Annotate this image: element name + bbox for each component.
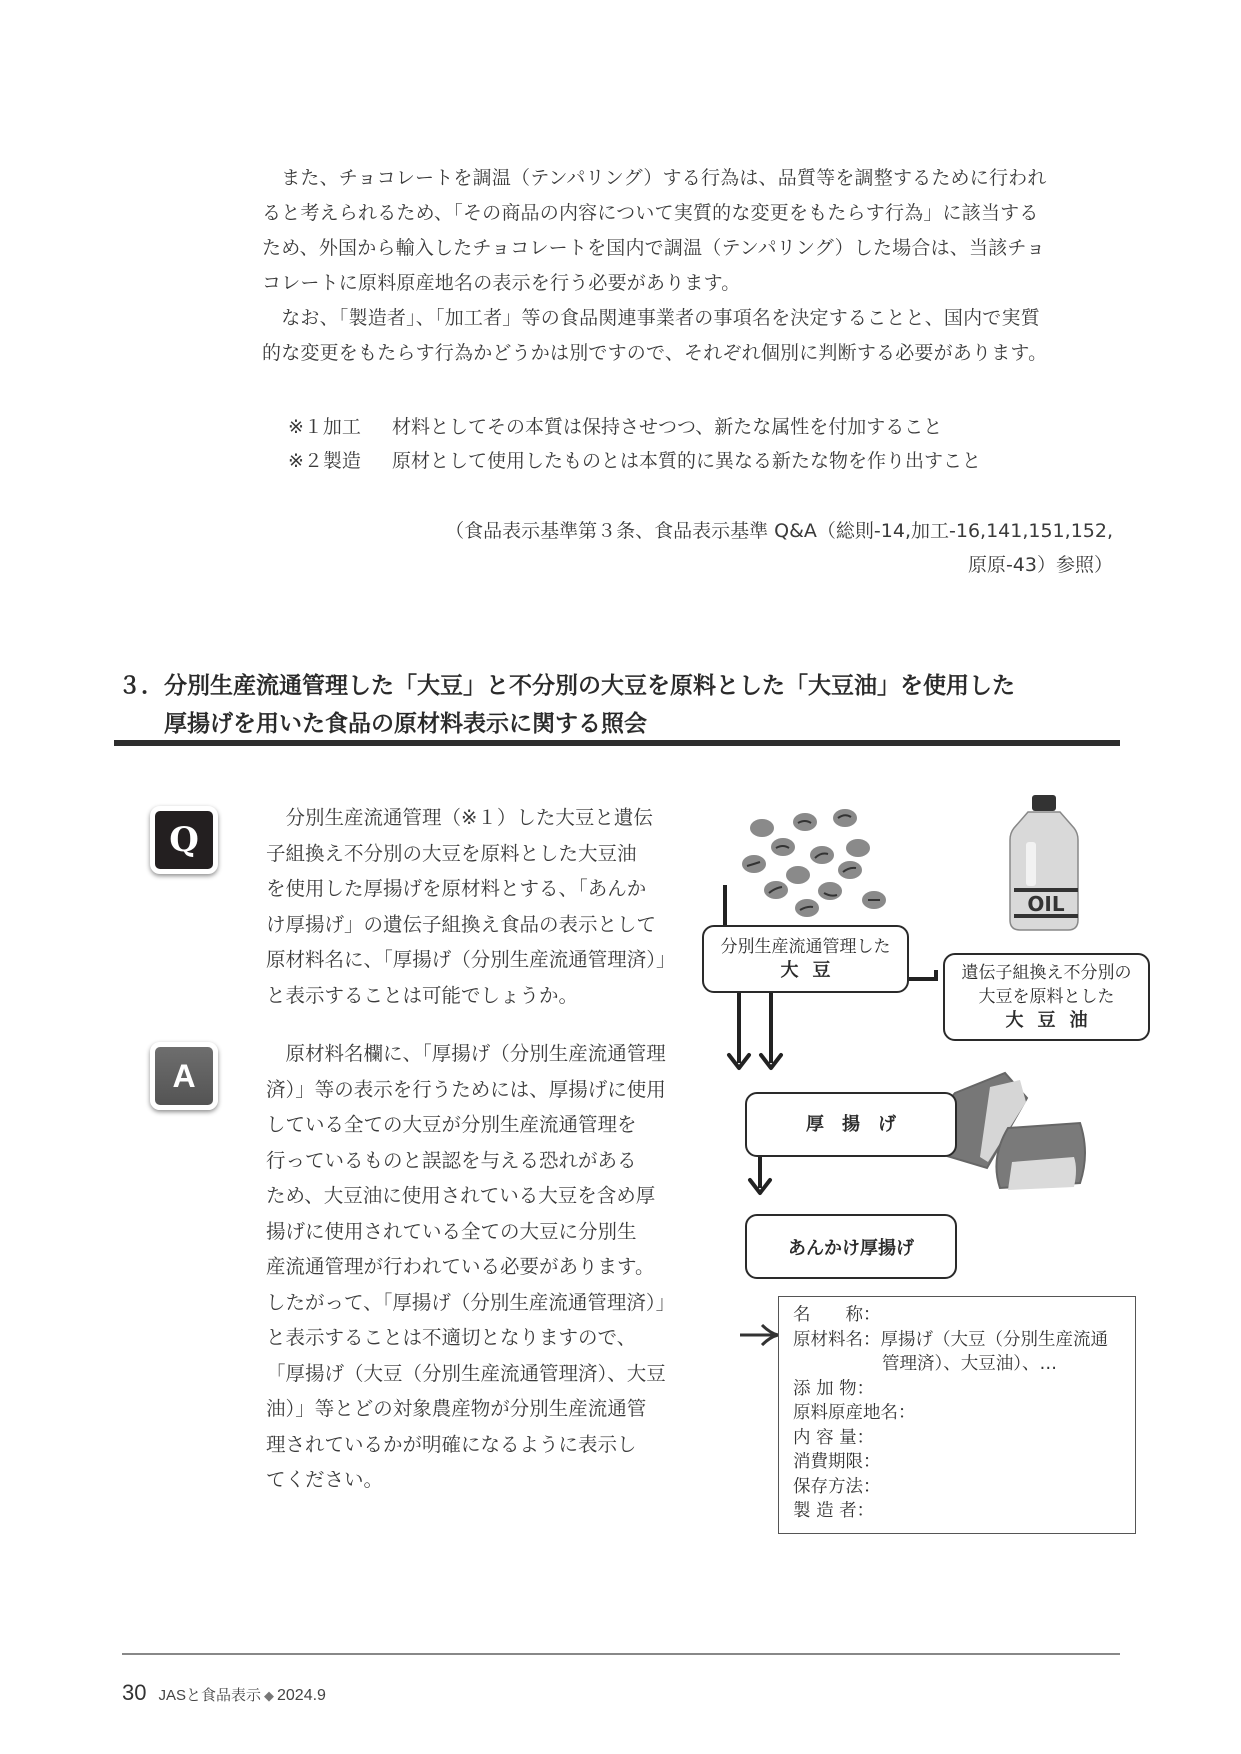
- soybean-oil-box-caption-2: 大豆を原料とした: [978, 987, 1115, 1007]
- label-row: [793, 1450, 1135, 1475]
- soybean-box: [702, 925, 909, 993]
- text-line: また、チョコレートを調温（テンパリング）する行為は、品質等を調整するために行われ: [262, 167, 1047, 189]
- label-key: 製 造 者：: [793, 1501, 875, 1521]
- label-row: [793, 1328, 1135, 1353]
- publication-name: JASと食品表示: [158, 1687, 261, 1704]
- text-line: ため、外国から輸入したチョコレートを国内で調温（テンパリング）した場合は、当該チョ: [262, 237, 1046, 259]
- text-line: 油）」等とどの対象農産物が分別生産流通管: [266, 1397, 647, 1420]
- ankake-atsuage-box: [745, 1214, 957, 1279]
- label-row: [793, 1352, 1135, 1377]
- text-line: している全ての大豆が分別生産流通管理を: [266, 1113, 637, 1136]
- text-line: 行っているものと誤認を与える恐れがある: [266, 1148, 637, 1172]
- reference: [445, 514, 1113, 582]
- soybean-oil-box-caption-1: 遺伝子組換え不分別の: [961, 963, 1132, 983]
- reference-line: 原原-43）参照）: [967, 554, 1113, 576]
- footer-rule: [122, 1653, 1120, 1655]
- soybean-oil-box: [943, 953, 1150, 1041]
- note-mark: ※２製造: [288, 450, 361, 472]
- text-line: 分別生産流通管理（※１）した大豆と遺伝: [266, 806, 653, 829]
- label-key: 添 加 物：: [793, 1378, 875, 1399]
- note-text: 原材として使用したものとは本質的に異なる新たな物を作り出すこと: [392, 450, 982, 472]
- answer-text: [266, 1036, 675, 1498]
- ankake-atsuage-box-title: あんかけ厚揚げ: [788, 1237, 914, 1259]
- reference-line: （食品表示基準第３条、食品表示基準 Q&A（総則-14,加工-16,141,151,152,: [445, 520, 1113, 542]
- page-number: 30: [122, 1680, 147, 1705]
- note-item: [288, 410, 981, 444]
- soybean-oil-box-title: 大豆油: [1005, 1010, 1102, 1031]
- soybean-box-caption: 分別生産流通管理した: [720, 937, 891, 957]
- question-badge: [150, 806, 218, 874]
- label-value: 管理済）、大豆油）、…: [882, 1354, 1057, 1374]
- question-badge-label: Q: [169, 820, 199, 860]
- label-row: [793, 1377, 1135, 1402]
- text-line: 子組換え不分別の大豆を原料とした大豆油: [266, 841, 637, 865]
- atsuage-box: [745, 1092, 957, 1157]
- soybeans-icon: [742, 809, 886, 917]
- text-line: 理されているかが明確になるように表示し: [266, 1432, 637, 1456]
- label-key: 原料原産地名：: [793, 1403, 916, 1423]
- text-line: 産流通管理が行われている必要があります。: [266, 1255, 655, 1278]
- note-item: [288, 444, 981, 478]
- text-line: を使用した厚揚げを原材料とする、「あんか: [266, 877, 647, 900]
- label-key: 内 容 量：: [793, 1427, 875, 1448]
- label-key: 消費期限：: [793, 1452, 881, 1472]
- intro-paragraph-2: [262, 301, 1047, 371]
- text-line: け厚揚げ」の遺伝子組換え食品の表示として: [266, 912, 657, 936]
- section-title-line-1: ３．分別生産流通管理した「大豆」と不分別の大豆を原料とした「大豆油」を使用した: [118, 673, 1015, 699]
- text-line: コレートに原料原産地名の表示を行う必要があります。: [262, 272, 741, 294]
- notes: [288, 410, 981, 478]
- note-text: 材料としてその本質は保持させつつ、新たな属性を付加すること: [392, 416, 943, 438]
- text-line: ため、大豆油に使用されている大豆を含め厚: [266, 1184, 656, 1207]
- text-line: と表示することは不適切となりますので、: [266, 1326, 637, 1349]
- text-line: 済）」等の表示を行うためには、厚揚げに使用: [266, 1077, 666, 1101]
- section-rule: [114, 740, 1120, 746]
- text-line: なお、「製造者」、「加工者」等の食品関連事業者の事項名を決定することと、国内で実質: [262, 307, 1040, 329]
- note-mark: ※１加工: [288, 416, 361, 438]
- soybean-box-title: 大豆: [780, 960, 845, 981]
- question-text: [266, 800, 676, 1013]
- pointer-arrow-icon: [738, 1322, 782, 1346]
- label-key: 名 称：: [793, 1305, 881, 1325]
- answer-badge-label: A: [172, 1057, 196, 1094]
- text-line: ると考えられるため、「その商品の内容について実質的な変更をもたらす行為」に該当する: [262, 202, 1039, 224]
- diamond-icon: ◆: [264, 1688, 274, 1703]
- label-key: 保存方法：: [793, 1476, 881, 1497]
- text-line: てください。: [266, 1468, 384, 1491]
- label-key: 原材料名：: [793, 1329, 881, 1350]
- footer: [122, 1680, 326, 1706]
- label-row: [793, 1475, 1135, 1500]
- issue-date: 2024.9: [277, 1687, 326, 1704]
- oil-bottle-label: OIL: [1027, 892, 1065, 916]
- oil-bottle-icon: [1010, 795, 1078, 930]
- intro-paragraph-1: [262, 161, 1047, 301]
- section-title-line-2: 厚揚げを用いた食品の原材料表示に関する照会: [164, 711, 647, 737]
- text-line: と表示することは可能でしょうか。: [266, 983, 579, 1007]
- text-line: 原材料名欄に、「厚揚げ（分別生産流通管理: [266, 1042, 666, 1065]
- answer-badge: [150, 1042, 218, 1110]
- food-label: [778, 1296, 1136, 1534]
- label-row: [793, 1499, 1135, 1524]
- label-row: [793, 1401, 1135, 1426]
- text-line: 原材料名に、「厚揚げ（分別生産流通管理済）」: [266, 948, 676, 971]
- atsuage-box-title: 厚揚げ: [806, 1113, 914, 1135]
- text-line: 揚げに使用されている全ての大豆に分別生: [266, 1219, 637, 1243]
- label-value: 厚揚げ（大豆（分別生産流通: [880, 1329, 1108, 1350]
- text-line: 的な変更をもたらす行為かどうかは別ですので、それぞれ個別に判断する必要があります。: [262, 342, 1048, 364]
- text-line: 「厚揚げ（大豆（分別生産流通管理済）、大豆: [266, 1361, 666, 1385]
- text-line: したがって、「厚揚げ（分別生産流通管理済）」: [266, 1290, 676, 1314]
- label-row: [793, 1303, 1135, 1328]
- section-title: [118, 667, 1015, 743]
- label-row: [793, 1426, 1135, 1451]
